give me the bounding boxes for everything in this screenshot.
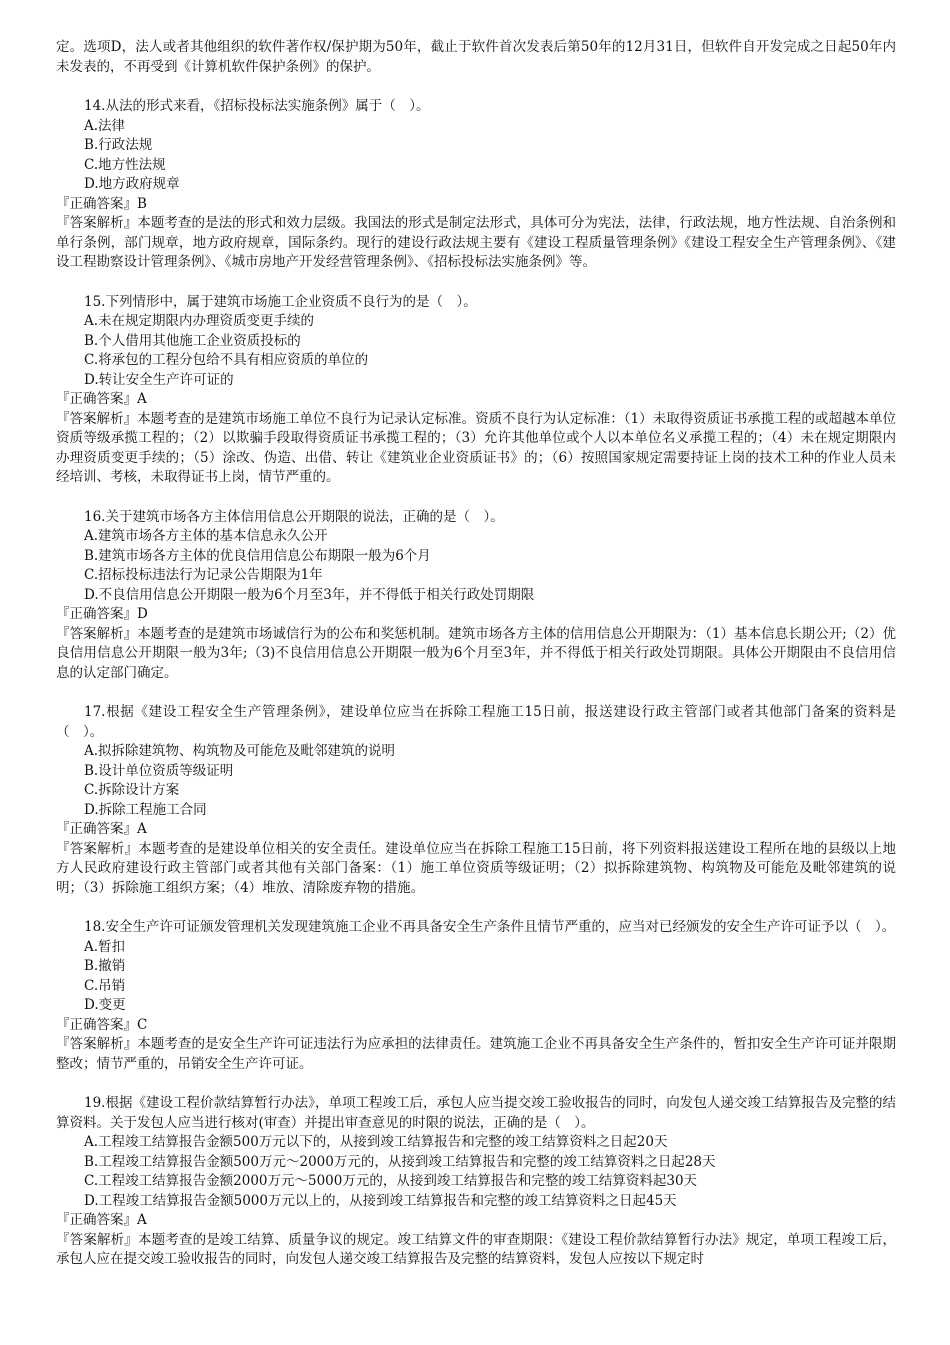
option-c: C.招标投标违法行为记录公告期限为1年 [84, 567, 323, 583]
document-page [56, 38, 896, 1270]
correct-answer: 『正确答案』A [56, 821, 147, 837]
answer-explanation: 『答案解析』本题考查的是竣工结算、质量争议的规定。竣工结算文件的审查期限：《建设工程价款结算暂行办法》规定，单项工程竣工后，承包人应在提交竣工验收报告的同时，向发包人递交竣工结算报告及完整的结算资料，发包人应按以下规定时 [56, 1231, 896, 1267]
answer-explanation: 『答案解析』本题考查的是建筑市场诚信行为的公布和奖惩机制。建筑市场各方主体的信用信息公开期限为：（1）基本信息长期公开;（2）优良信用信息公开期限一般为3年;（3)不良信用信息公开期限一般为6个月至3年，并不得低于相关行政处罚期限。具体公开期限由不良信用信息的认定部门确定。 [56, 625, 896, 681]
question-19 [56, 1094, 896, 1270]
option-c: C.地方性法规 [84, 156, 166, 173]
correct-answer: 『正确答案』A [56, 1212, 147, 1228]
answer-explanation: 『答案解析』本题考查的是建设单位相关的安全责任。建设单位应当在拆除工程施工15日前，将下列资料报送建设工程所在地的县级以上地方人民政府建设行政主管部门或者其他有关部门备案：（1）施工单位资质等级证明；（2）拟拆除建筑物、构筑物及可能危及毗邻建筑的说明；（3）拆除施工组织方案；（4）堆放、清除废弃物的措施。 [56, 840, 896, 896]
answer-explanation: 『答案解析』本题考查的是法的形式和效力层级。我国法的形式是制定法形式，具体可分为宪法，法律，行政法规，地方性法规、自治条例和单行条例，部门规章，地方政府规章，国际条约。现行的建设行政法规主要有《建设工程质量管理条例》《建设工程安全生产管理条例》、《建设工程勘察设计管理条例》、《城市房地产开发经营管理条例》、《招标投标法实施条例》等。 [56, 215, 896, 270]
option-c: C.将承包的工程分包给不具有相应资质的单位的 [84, 352, 369, 368]
option-b: B.建筑市场各方主体的优良信用信息公布期限一般为6个月 [84, 547, 431, 564]
answer-explanation: 『答案解析』本题考查的是安全生产许可证违法行为应承担的法律责任。建筑施工企业不再具备安全生产条件的，暂扣安全生产许可证并限期整改；情节严重的，吊销安全生产许可证。 [56, 1036, 896, 1072]
option-b: B.个人借用其他施工企业资质投标的 [84, 332, 301, 349]
question-14 [56, 97, 896, 273]
question-title: 17.根据《建设工程安全生产管理条例》，建设单位应当在拆除工程施工15日前，报送建设行政主管部门或者其他部门备案的资料是（ ）。 [56, 704, 896, 740]
question-17 [56, 703, 896, 898]
option-a: A.拟拆除建筑物、构筑物及可能危及毗邻建筑的说明 [84, 743, 396, 759]
option-d: D.变更 [84, 997, 126, 1013]
option-c: C.拆除设计方案 [84, 782, 180, 798]
question-title: 18.安全生产许可证颁发管理机关发现建筑施工企业不再具备安全生产条件且情节严重的，应当对已经颁发的安全生产许可证予以（ ）。 [84, 919, 896, 935]
option-c: C.吊销 [84, 977, 126, 994]
correct-answer: 『正确答案』B [56, 195, 147, 212]
correct-answer: 『正确答案』A [56, 391, 147, 407]
option-a: A.建筑市场各方主体的基本信息永久公开 [84, 528, 328, 544]
option-d: D.地方政府规章 [84, 176, 180, 192]
option-a: A.工程竣工结算报告金额500万元以下的，从接到竣工结算报告和完整的竣工结算资料之日起20天 [84, 1134, 668, 1150]
correct-answer: 『正确答案』D [56, 606, 148, 622]
option-c: C.工程竣工结算报告金额2000万元～5000万元的，从接到竣工结算报告和完整的竣工结算资料起30天 [84, 1173, 698, 1189]
option-a: A.暂扣 [84, 938, 126, 955]
option-a: A.未在规定期限内办理资质变更手续的 [84, 313, 315, 329]
option-d: D.转让安全生产许可证的 [84, 371, 234, 388]
question-title: 15.下列情形中，属于建筑市场施工企业资质不良行为的是（ ）。 [84, 293, 477, 310]
option-b: B.工程竣工结算报告金额500万元～2000万元的，从接到竣工结算报告和完整的竣工结算资料之日起28天 [84, 1153, 716, 1170]
option-d: D.拆除工程施工合同 [84, 801, 207, 818]
option-b: B.设计单位资质等级证明 [84, 762, 234, 779]
option-d: D.工程竣工结算报告金额5000万元以上的，从接到竣工结算报告和完整的竣工结算资料之日起45天 [84, 1192, 677, 1209]
question-title: 16.关于建筑市场各方主体信用信息公开期限的说法，正确的是（ ）。 [84, 508, 504, 525]
option-a: A.法律 [84, 117, 126, 134]
option-b: B.行政法规 [84, 137, 153, 153]
question-18 [56, 918, 896, 1074]
answer-explanation: 『答案解析』本题考查的是建筑市场施工单位不良行为记录认定标准。资质不良行为认定标准：（1）未取得资质证书承揽工程的或超越本单位资质等级承揽工程的；（2）以欺骗手段取得资质证书承揽工程的；（3）允许其他单位或个人以本单位名义承揽工程的；（4）未在规定期限内办理资质变更手续的；（5）涂改、伪造、出借、转让《建筑业企业资质证书》的；（6）按照国家规定需要持证上岗的技术工种的作业人员未经培训、考核，未取得证书上岗，情节严重的。 [56, 410, 896, 485]
question-title: 14.从法的形式来看，《招标投标法实施条例》属于（ ）。 [84, 98, 430, 114]
option-b: B.撤销 [84, 958, 126, 974]
intro-paragraph: 定。选项D，法人或者其他组织的软件著作权/保护期为50年，截止于软件首次发表后第50年的12月31日，但软件自开发完成之日起50年内未发表的，不再受到《计算机软件保护条例》的保护。 [56, 39, 896, 75]
question-title: 19.根据《建设工程价款结算暂行办法》，单项工程竣工后，承包人应当提交竣工验收报告的同时，向发包人递交竣工结算报告及完整的结算资料。关于发包人应当进行核对(审查）并提出审查意见的时限的说法，正确的是（ ）。 [56, 1095, 896, 1131]
question-16 [56, 508, 896, 684]
correct-answer: 『正确答案』C [56, 1016, 148, 1033]
option-d: D.不良信用信息公开期限一般为6个月至3年，并不得低于相关行政处罚期限 [84, 586, 535, 603]
question-15 [56, 293, 896, 488]
